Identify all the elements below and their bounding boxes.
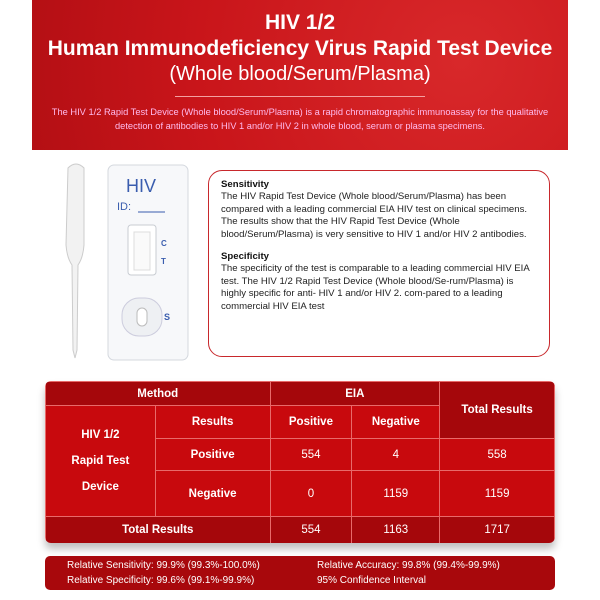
device-brand: HIV bbox=[126, 176, 157, 196]
table-row: Negative 0 1159 1159 bbox=[46, 471, 555, 517]
eia-positive-header: Positive bbox=[270, 406, 352, 439]
statistics-footer bbox=[45, 556, 555, 590]
relative-accuracy: Relative Accuracy: 99.8% (99.4%-99.9%) bbox=[317, 560, 500, 571]
total-results-header: Total Results bbox=[440, 382, 555, 439]
device-label: HIV 1/2 Rapid Test Device bbox=[46, 406, 156, 517]
results-table bbox=[45, 381, 555, 543]
svg-text:T: T bbox=[161, 257, 166, 266]
title-line3: (Whole blood/Serum/Plasma) bbox=[169, 63, 431, 85]
method-header: Method bbox=[46, 382, 271, 406]
divider bbox=[175, 96, 425, 97]
confidence-interval: 95% Confidence Interval bbox=[317, 575, 426, 586]
title-line1: HIV 1/2 bbox=[264, 11, 336, 34]
description: The HIV 1/2 Rapid Test Device (Whole blood/Serum/Plasma) is a rapid chromatographic immunoassay for the qualitative detection of antibodies to HIV 1 and/or HIV 2 in whole blood, serum or plasma specimens. bbox=[51, 107, 549, 131]
eia-negative-header: Negative bbox=[352, 406, 440, 439]
svg-text:C: C bbox=[161, 239, 167, 248]
table-row: Positive 554 4 558 bbox=[46, 439, 555, 471]
title-line2: Human Immunodeficiency Virus Rapid Test Device bbox=[47, 37, 553, 60]
pipette-and-cassette-icon bbox=[50, 160, 200, 365]
relative-specificity: Relative Specificity: 99.6% (99.1%-99.9%) bbox=[67, 575, 255, 586]
eia-header: EIA bbox=[270, 382, 440, 406]
sensitivity-title: Sensitivity bbox=[221, 179, 269, 190]
specificity-title: Specificity bbox=[221, 251, 269, 263]
totals-row: Total Results 554 1163 1717 bbox=[46, 517, 555, 544]
header-banner bbox=[32, 0, 568, 150]
sensitivity-text: The HIV Rapid Test Device (Whole blood/Serum/Plasma) has been compared with a leading commercial EIA HIV test on clinical specimens. The results show that the HIV Rapid Test Device (Whole blood/Serum/Plasma) is very sensitive to HIV 1 and/or HIV 2 antibodies. bbox=[221, 191, 528, 240]
info-box bbox=[208, 170, 550, 357]
specificity-text: The specificity of the test is comparable to a leading commercial HIV EIA test. The HIV 1/2 Rapid Test Device (Whole blood/Se-rum/Plasma) is highly specific for anti- HIV 1 and/or HIV 2. com-pared to a leading commercial HIV EIA test bbox=[221, 263, 530, 312]
test-device-illustration bbox=[50, 160, 200, 365]
svg-text:ID:: ID: bbox=[117, 201, 132, 213]
svg-text:S: S bbox=[164, 312, 171, 322]
relative-sensitivity: Relative Sensitivity: 99.9% (99.3%-100.0%) bbox=[67, 560, 260, 571]
results-header: Results bbox=[155, 406, 270, 439]
